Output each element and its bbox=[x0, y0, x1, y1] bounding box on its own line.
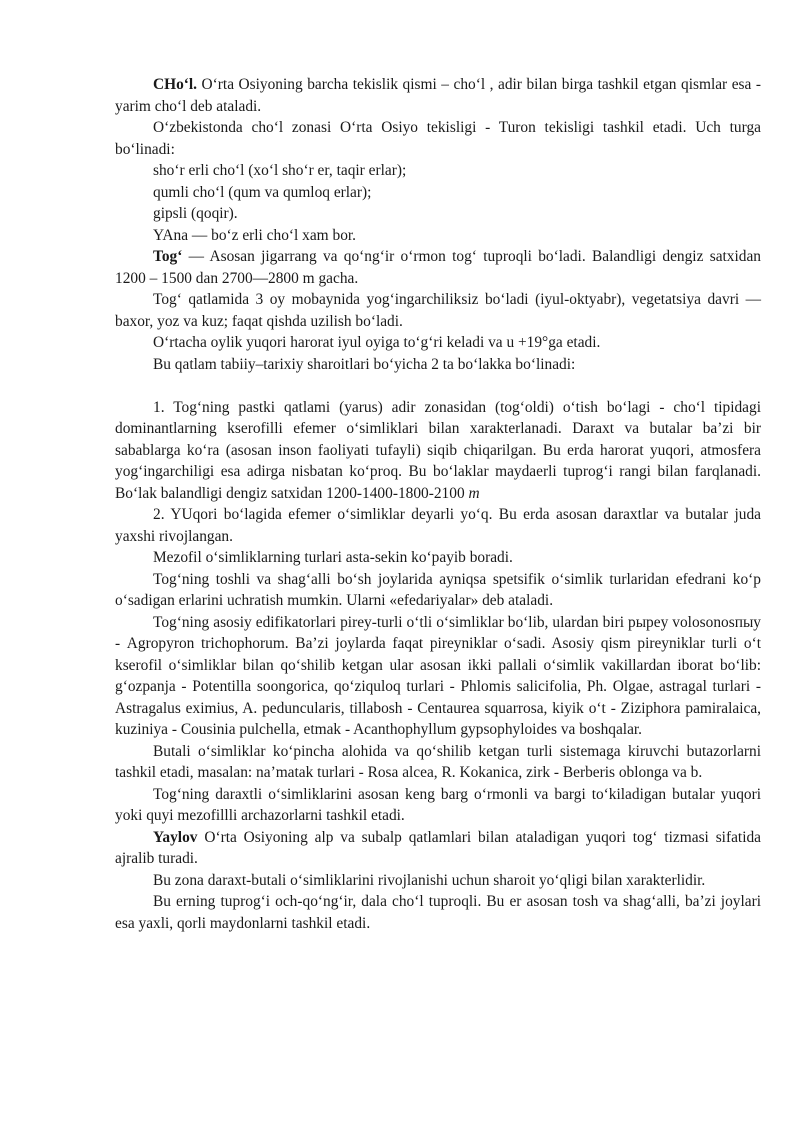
list-item-serozem-desert: YAna — bo‘z erli cho‘l xam bor. bbox=[153, 226, 357, 244]
paragraph-upper-layer: 2. YUqori bo‘lagida efemer o‘simliklar deyarli yo‘q. Bu erda asosan daraxtlar va butalar juda yaxshi rivojlangan. bbox=[115, 506, 761, 545]
paragraph-temperature: O‘rtacha oylik yuqori harorat iyul oyiga to‘g‘ri keladi va u +19°ga etadi. bbox=[153, 334, 601, 351]
paragraph-trees: Tog‘ning daraxtli o‘simliklarini asosan keng barg o‘rmonli va bargi to‘kiladigan butalar yuqori yoki quyi mezofillli archazorlarni tashkil etadi. bbox=[115, 785, 761, 824]
term-chol: CHo‘l. bbox=[153, 76, 198, 93]
paragraph-soil: Bu erning tuprog‘i och-qo‘ng‘ir, dala cho‘l tuproqli. Bu er asosan tosh va shag‘alli, ba’zi joylari esa yaxli, qorli maydonlarni tashkil etadi. bbox=[115, 893, 761, 932]
paragraph-text: O‘rta Osiyoning alp va subalp qatlamlari bilan ataladigan yuqori tog‘ tizmasi sifatida ajralib turadi. bbox=[115, 828, 761, 867]
paragraph-edificators: Tog‘ning asosiy edifikatorlari pirey-turli o‘tli o‘simliklar bo‘lib, ulardan biri рырey volosonosпыу - Agropyron trichophorum. Ba’zi joylarda faqat pireyniklar o‘sadi. Asosiy qism pireyniklar turli o‘t kserofil o‘simliklar bilan qo‘shilib ketgan ular asosan ikki pallali o‘simlik vakillardan iborat bo‘lib: g‘ozpanja - Potentilla soongorica, qo‘ziquloq turlari - Phlomis salicifolia, Ph. Olgae, astragal turlari - Astragalus eximius, A. peduncularis, tillabosh - Centaurea squarrosa, kiyik o‘t - Ziziphora pamiralaica, kuziniya - Cousinia pulchella, etmak - Acanthophyllum gypsophyloides va boshqalar. bbox=[115, 613, 761, 738]
paragraph-vegetation-period: Tog‘ qatlamida 3 oy mobaynida yog‘ingarchiliksiz bo‘ladi (iyul-oktyabr), vegetatsiya davri — baxor, yoz va kuz; faqat qishda uzilish bo‘ladi. bbox=[115, 291, 761, 330]
paragraph-lower-layer bbox=[115, 397, 761, 505]
document-body bbox=[115, 74, 761, 934]
list-item-salt-desert: sho‘r erli cho‘l (xo‘l sho‘r er, taqir erlar); bbox=[153, 162, 407, 179]
paragraph-yaylov bbox=[115, 827, 761, 870]
list-item-sand-desert: qumli cho‘l (qum va qumloq erlar); bbox=[153, 183, 372, 201]
paragraph-uzbekistan-desert: O‘zbekistonda cho‘l zonasi O‘rta Osiyo tekisligi - Turon tekisligi tashkil etadi. Uch turga bo‘linadi: bbox=[115, 119, 761, 158]
paragraph-text: O‘rta Osiyoning barcha tekislik qismi – cho‘l , adir bilan birga tashkil etgan qismlar esa - yarim cho‘l deb ataladi. bbox=[115, 76, 761, 115]
term-yaylov: Yaylov bbox=[153, 828, 198, 846]
paragraph-text: — Asosan jigarrang va qo‘ng‘ir o‘rmon tog‘ tuproqli bo‘ladi. Balandligi dengiz satxidan 1200 – 1500 dan 2700—2800 m gacha. bbox=[115, 248, 761, 287]
paragraph-two-parts: Bu qatlam tabiiy–tarixiy sharoitlari bo‘yicha 2 ta bo‘lakka bo‘linadi: bbox=[153, 355, 576, 373]
unit-meter: m bbox=[468, 484, 480, 502]
paragraph-text: 1. Tog‘ning pastki qatlami (yarus) adir zonasidan (tog‘oldi) o‘tish bo‘lagi - cho‘l tipidagi dominantlarning kserofilli efemer o‘simliklari bilan xarakterlanadi. Daraxt va butalar ba’zi bir sabablarga ko‘ra (asosan inson faoliyati tufayli) siqib chiqarilgan. Bu erda harorat yuqori, atmosfera yog‘ingarchiligi esa adirga nisbatan ko‘proq. Bu bo‘laklar maydaerli tuprog‘i rangi bilan farqlanadi. Bo‘lak balandligi dengiz satxidan 1200-1400-1800-2100 bbox=[115, 398, 761, 502]
paragraph-zone-conditions: Bu zona daraxt-butali o‘simliklarini rivojlanishi uchun sharoit yo‘qligi bilan xarakterlidir. bbox=[153, 871, 706, 889]
paragraph-ephedra: Tog‘ning toshli va shag‘alli bo‘sh joylarida ayniqsa spetsifik o‘simlik turlaridan efedrani ko‘p o‘sadigan erlarini uchratish mumkin. Ularni «efedariyalar» deb ataladi. bbox=[115, 570, 761, 609]
paragraph-tog bbox=[115, 246, 761, 289]
paragraph-mesophyll: Mezofil o‘simliklarning turlari asta-sekin ko‘payib boradi. bbox=[153, 549, 513, 566]
paragraph-shrubs: Butali o‘simliklar ko‘pincha alohida va qo‘shilib ketgan turli sistemaga kiruvchi butazorlarni tashkil etadi, masalan: na’matak turlari - Rosa alcea, R. Kokanica, zirk - Berberis oblonga va b. bbox=[115, 742, 761, 781]
term-tog: Tog‘ bbox=[153, 248, 183, 265]
list-item-gypsum-desert: gipsli (qoqir). bbox=[153, 205, 238, 222]
blank-line bbox=[115, 375, 761, 397]
paragraph-chol bbox=[115, 74, 761, 117]
